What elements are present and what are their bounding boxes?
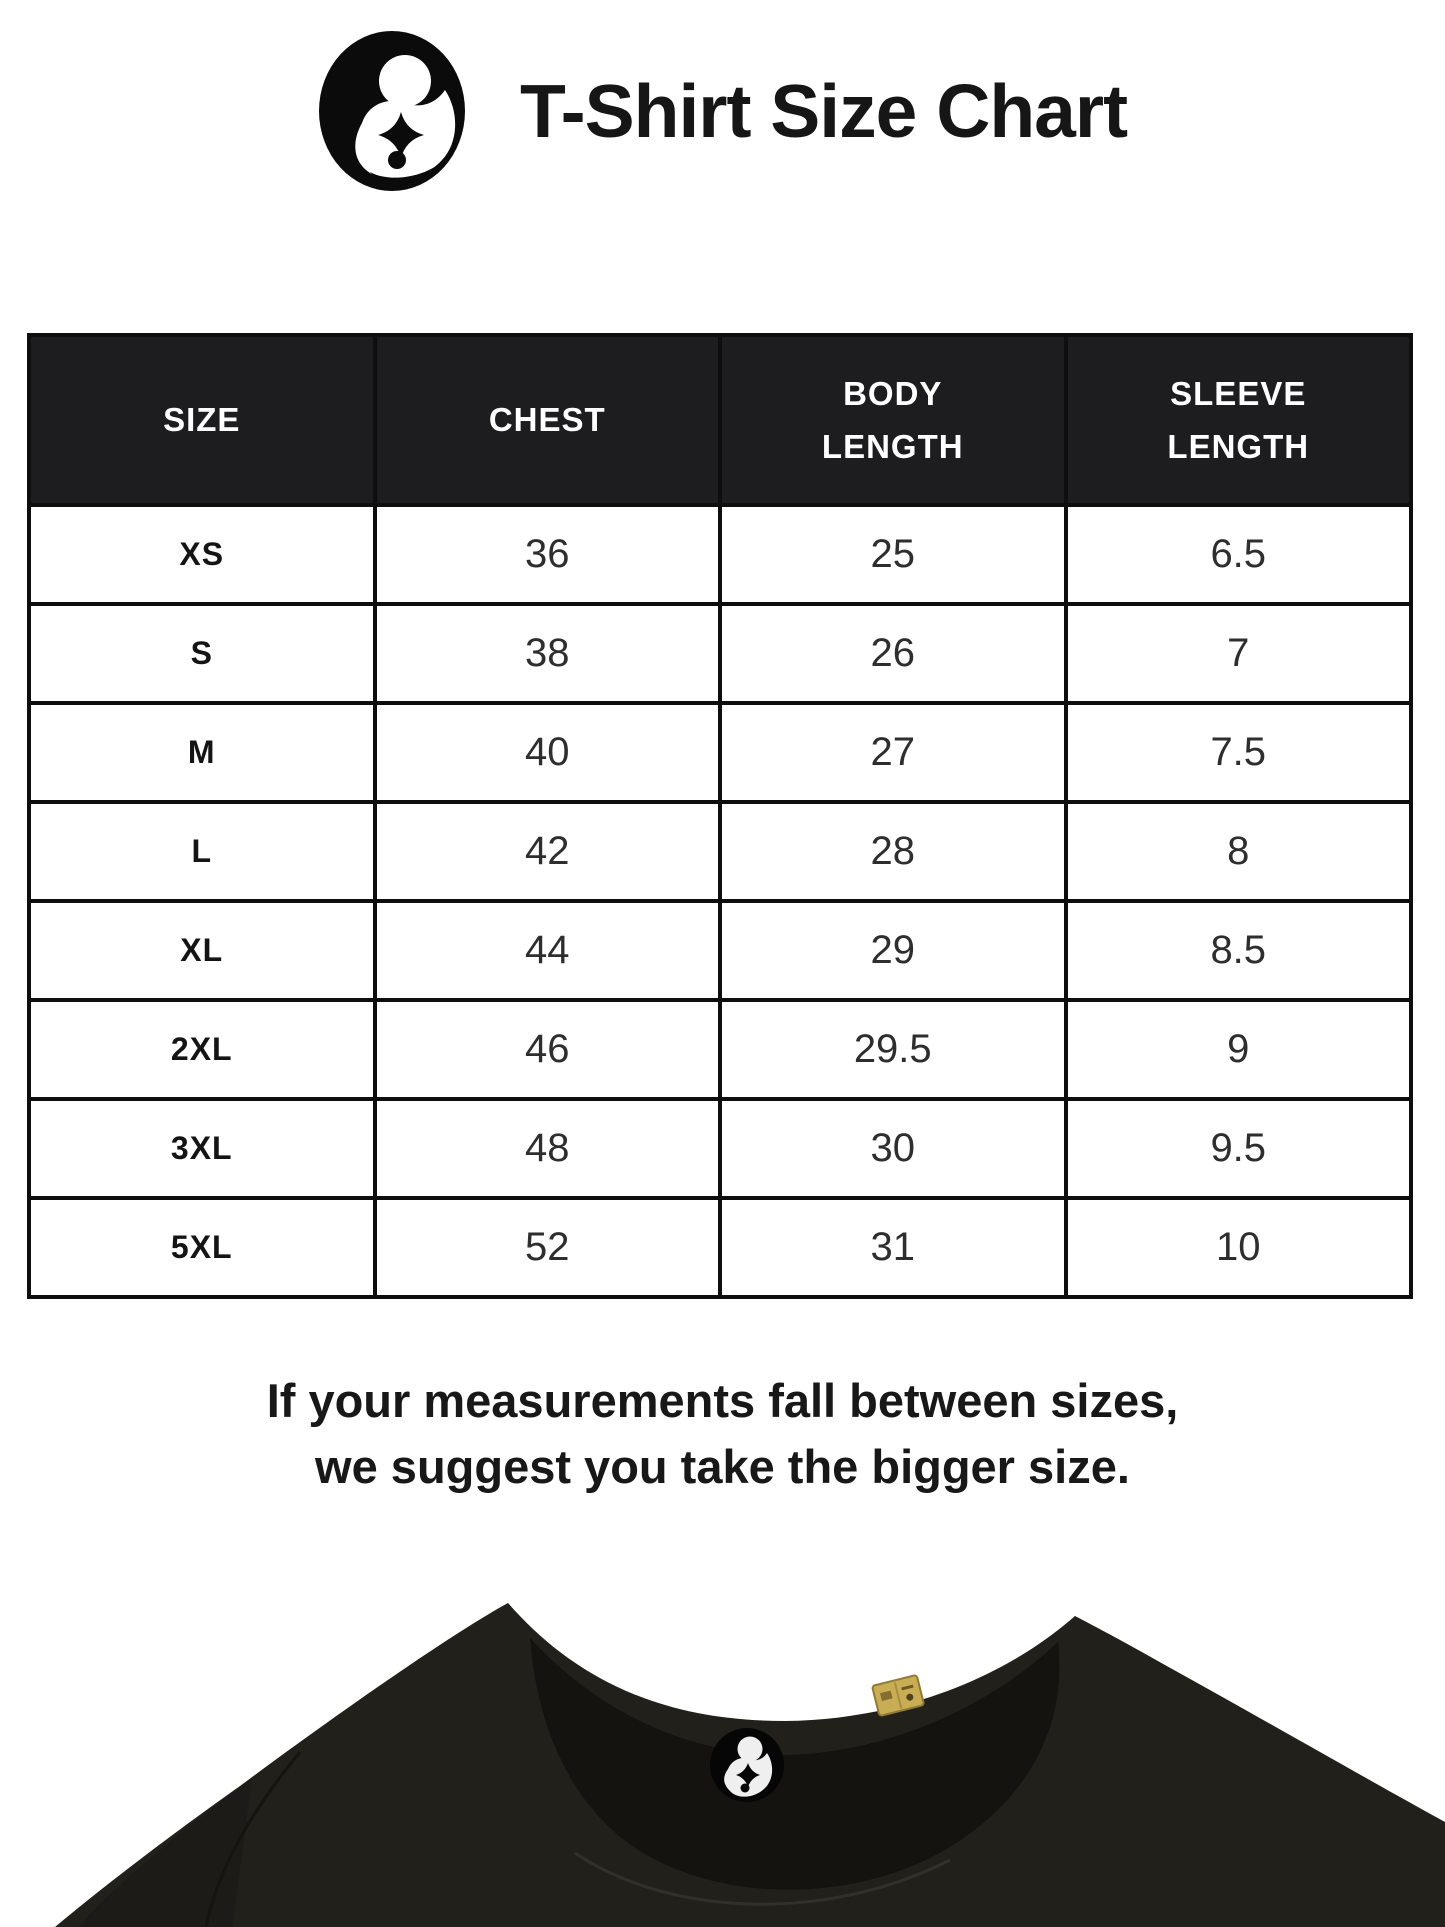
size-chart-table [27, 333, 1413, 1299]
page-title: T-Shirt Size Chart [519, 68, 1128, 153]
table-row [29, 1198, 1411, 1297]
table-row [29, 703, 1411, 802]
collar-brand-logo-icon [710, 1728, 784, 1802]
fit-note-line-2: we suggest you take the bigger size. [315, 1440, 1130, 1493]
chest-value: 44 [375, 901, 721, 1000]
col-header-size: SIZE [29, 335, 375, 505]
chest-value: 52 [375, 1198, 721, 1297]
body-length-value: 29 [720, 901, 1066, 1000]
sleeve-length-value: 6.5 [1066, 505, 1412, 604]
body-length-value: 28 [720, 802, 1066, 901]
fit-note-line-1: If your measurements fall between sizes, [266, 1374, 1179, 1427]
size-label: 3XL [29, 1099, 375, 1198]
size-label: L [29, 802, 375, 901]
sleeve-length-value: 9 [1066, 1000, 1412, 1099]
size-label: S [29, 604, 375, 703]
table-row [29, 1099, 1411, 1198]
table-row [29, 604, 1411, 703]
chest-value: 36 [375, 505, 721, 604]
table-row [29, 802, 1411, 901]
table-row [29, 1000, 1411, 1099]
col-header-body-length: BODY LENGTH [720, 335, 1066, 505]
size-label: XS [29, 505, 375, 604]
size-label: 2XL [29, 1000, 375, 1099]
size-label: 5XL [29, 1198, 375, 1297]
table-row [29, 505, 1411, 604]
size-label: M [29, 703, 375, 802]
page-header [0, 30, 1445, 192]
table-row [29, 901, 1411, 1000]
chest-value: 38 [375, 604, 721, 703]
body-length-value: 25 [720, 505, 1066, 604]
chest-value: 42 [375, 802, 721, 901]
sleeve-length-value: 9.5 [1066, 1099, 1412, 1198]
sleeve-length-value: 10 [1066, 1198, 1412, 1297]
body-length-value: 29.5 [720, 1000, 1066, 1099]
sleeve-fold-shadow [78, 1778, 252, 1927]
chest-value: 46 [375, 1000, 721, 1099]
chest-value: 48 [375, 1099, 721, 1198]
sleeve-length-value: 8 [1066, 802, 1412, 901]
fit-note [0, 1368, 1445, 1500]
body-length-value: 30 [720, 1099, 1066, 1198]
body-length-value: 26 [720, 604, 1066, 703]
body-length-value: 31 [720, 1198, 1066, 1297]
col-header-chest: CHEST [375, 335, 721, 505]
chest-value: 40 [375, 703, 721, 802]
mother-and-child-logo-icon [318, 30, 468, 192]
sleeve-length-value: 7 [1066, 604, 1412, 703]
sleeve-length-value: 8.5 [1066, 901, 1412, 1000]
sleeve-length-value: 7.5 [1066, 703, 1412, 802]
tshirt-collar-photo [0, 1570, 1445, 1927]
body-length-value: 27 [720, 703, 1066, 802]
col-header-sleeve-length: SLEEVE LENGTH [1066, 335, 1412, 505]
size-label: XL [29, 901, 375, 1000]
table-header [29, 335, 1411, 505]
